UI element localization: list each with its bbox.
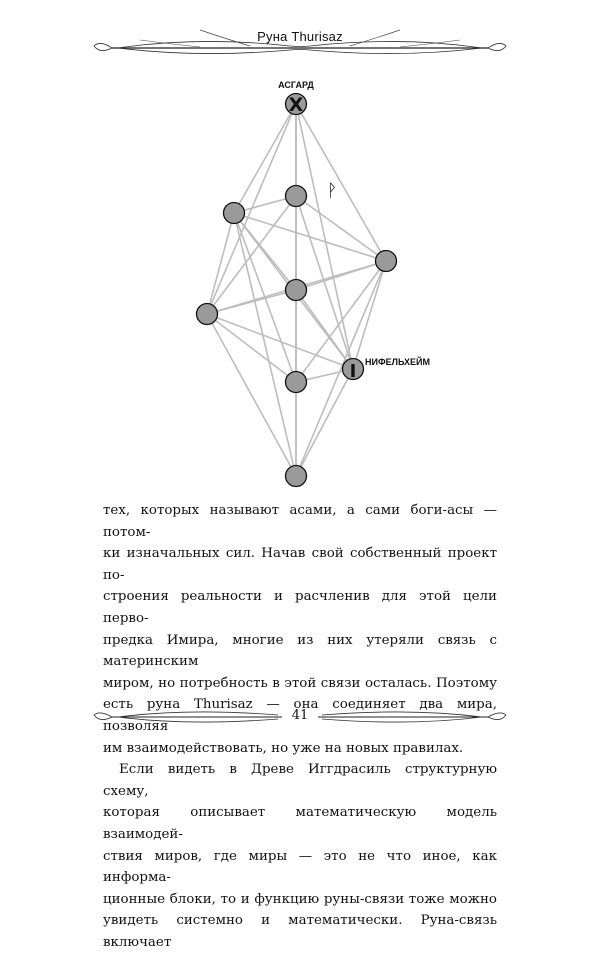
text-line: есть руна Thurisaz — она соединяет два мира, позволяя [103,697,497,734]
rune-isa-icon: I [349,361,357,382]
node-upper-left [224,203,245,224]
text-line: ствия миров, где миры — это не что иное, как информа- [103,848,497,886]
label-asgard: АСГАРД [278,80,314,90]
text-line: ки изначальных сил. Начав свой собственный проект по- [103,546,497,583]
text-line: миром, но потребность в этой связи осталась. Поэтому [103,675,497,691]
node-right [376,251,397,272]
page-footer [0,700,600,750]
text-line: предка Имира, многие из них утеряли связь с материнским [103,632,497,670]
text-line: тех, которых называют асами, а сами боги-асы — потом- [103,503,497,540]
text-line: им взаимодействовать, но уже на новых правилах. [103,740,464,756]
node-left [197,304,218,325]
text-line: Если видеть в Древе Иггдрасиль структурную схему, [103,762,497,799]
text-line: которая описывает математическую модель взаимодей- [103,805,497,842]
text-line: увидеть системно и математически. Руна-связь включает [103,913,497,950]
node-bottom [286,466,307,487]
node-lower-center [286,372,307,393]
rune-wunjo-icon: ᚹ [326,181,338,201]
node-upper-center [286,186,307,207]
node-center [286,280,307,301]
rune-x-icon: X [288,94,304,116]
text-line: ционные блоки, то и функцию руны-связи тоже можно [103,891,497,907]
label-niflheim: НИФЕЛЬХЕЙМ [365,357,430,367]
page-number: 41 [291,708,309,723]
running-header-title: Руна Thurisaz [257,29,343,44]
text-line: строения реальности и расчленив для этой цели перво- [103,589,497,626]
